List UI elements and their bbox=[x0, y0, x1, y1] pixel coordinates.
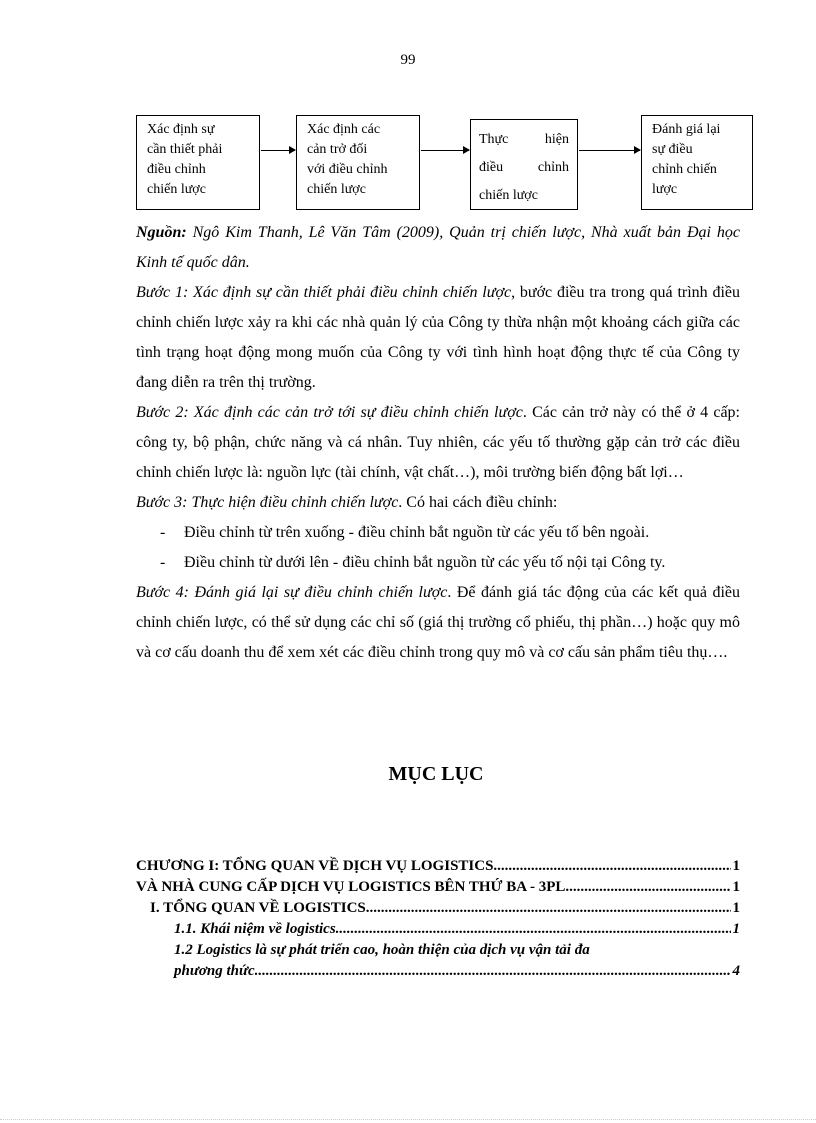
box-line: điều chỉnh bbox=[479, 160, 569, 175]
toc-entry-text: phương thức bbox=[174, 963, 255, 979]
diagram-box-step4 bbox=[641, 115, 753, 210]
flow-arrow bbox=[421, 150, 469, 151]
box-line: điều chỉnh bbox=[147, 162, 206, 177]
toc-leader bbox=[336, 919, 731, 940]
step-body: . Để đánh giá tác động của các kết quả điều chỉnh chiến lược, có thể sử dụng các chỉ số (giá thị trường cổ phiếu, thị phần…) hoặc quy mô và cơ cấu doanh thu để xem xét các điều chỉnh trong quy mô và cơ cấu sản phẩm tiêu thụ…. bbox=[136, 584, 740, 661]
box-line: chỉnh chiến bbox=[652, 162, 717, 177]
step-body: . Có hai cách điều chỉnh: bbox=[398, 494, 558, 511]
toc-leader bbox=[366, 898, 731, 919]
step-paragraph bbox=[136, 488, 740, 518]
box-line: chiến lược bbox=[307, 182, 366, 197]
box-line: cản trở đối bbox=[307, 142, 368, 157]
toc-leader bbox=[255, 961, 731, 982]
process-flow-diagram bbox=[0, 0, 816, 220]
adjustment-list bbox=[136, 518, 740, 578]
box-line: Đánh giá lại bbox=[652, 122, 721, 137]
box-line: lược bbox=[652, 182, 678, 197]
page-bottom-edge bbox=[0, 1119, 816, 1120]
toc-page: 4 bbox=[732, 963, 740, 979]
page-number: 99 bbox=[400, 52, 416, 68]
toc-entry-text: 1.1. Khái niệm về logistics bbox=[174, 921, 336, 937]
box-line: chiến lược bbox=[147, 182, 206, 197]
box-line: Xác định sự bbox=[147, 122, 215, 137]
flow-arrow bbox=[261, 150, 295, 151]
step-body: , bước điều tra trong quá trình điều chỉnh chiến lược xảy ra khi các nhà quản lý của Công ty thừa nhận một khoảng cách giữa các tình trạng hoạt động mong muốn của Công ty với tình hình hoạt động thực tế của Công ty đang diễn ra trên thị trường. bbox=[136, 284, 741, 391]
step-paragraph bbox=[136, 398, 740, 488]
box-line: với điều chỉnh bbox=[307, 162, 388, 177]
toc-entry-text: CHƯƠNG I: TỔNG QUAN VỀ DỊCH VỤ LOGISTICS bbox=[136, 858, 494, 874]
toc-entry[interactable] bbox=[136, 961, 740, 982]
toc-leader bbox=[493, 856, 730, 877]
step-paragraph bbox=[136, 278, 740, 398]
box-line: Xác định các bbox=[307, 122, 381, 137]
toc-entry-text: I. TỔNG QUAN VỀ LOGISTICS bbox=[150, 900, 366, 916]
source-text: Ngô Kim Thanh, Lê Văn Tâm (2009), Quản trị chiến lược, Nhà xuất bản Đại học Kinh tế quốc dân. bbox=[136, 224, 740, 271]
toc-page: 1 bbox=[732, 858, 740, 874]
toc-title: MỤC LỤC bbox=[388, 763, 484, 785]
list-item: - Điều chỉnh từ trên xuống - điều chỉnh bắt nguồn từ các yếu tố bên ngoài. bbox=[136, 518, 740, 548]
toc-page: 1 bbox=[732, 879, 740, 895]
toc-entry[interactable] bbox=[136, 856, 740, 877]
diagram-box-step3 bbox=[470, 119, 578, 210]
toc-entry-text: VÀ NHÀ CUNG CẤP DỊCH VỤ LOGISTICS BÊN THỨ BA - 3PL bbox=[136, 879, 566, 895]
toc-page: 1 bbox=[732, 921, 740, 937]
step-title: Bước 2: Xác định các cản trở tới sự điều chỉnh chiến lược bbox=[136, 404, 523, 421]
toc-leader bbox=[565, 877, 730, 898]
body-text bbox=[136, 218, 740, 668]
toc-entry[interactable] bbox=[136, 898, 740, 919]
toc-entry[interactable] bbox=[136, 877, 740, 898]
diagram-box-step2 bbox=[296, 115, 420, 210]
step-title: Bước 3: Thực hiện điều chỉnh chiến lược bbox=[136, 494, 399, 511]
toc-entry[interactable] bbox=[136, 919, 740, 940]
step-title: Bước 1: Xác định sự cần thiết phải điều chỉnh chiến lược bbox=[136, 284, 512, 301]
list-item: - Điều chỉnh từ dưới lên - điều chỉnh bắt nguồn từ các yếu tố nội tại Công ty. bbox=[136, 548, 740, 578]
step-paragraph bbox=[136, 578, 740, 668]
box-line: cần thiết phải bbox=[147, 142, 223, 157]
table-of-contents bbox=[136, 856, 740, 982]
source-label: Nguồn: bbox=[136, 224, 187, 241]
box-line: sự điều bbox=[652, 142, 693, 157]
toc-entry-line[interactable]: 1.2 Logistics là sự phát triển cao, hoàn thiện của dịch vụ vận tải đa bbox=[174, 942, 590, 958]
step-body: . Các cản trở này có thể ở 4 cấp: công ty, bộ phận, chức năng và cá nhân. Tuy nhiên, các yếu tố thường gặp cản trở các điều chỉnh chiến lược là: nguồn lực (tài chính, vật chất…), môi trường biến động bất lợi… bbox=[136, 404, 740, 481]
diagram-box-step1 bbox=[136, 115, 260, 210]
source-note bbox=[136, 218, 740, 278]
toc-page: 1 bbox=[732, 900, 740, 916]
box-line: Thực hiện bbox=[479, 132, 569, 147]
step-title: Bước 4: Đánh giá lại sự điều chỉnh chiến lược bbox=[136, 584, 448, 601]
box-line: chiến lược bbox=[479, 188, 538, 203]
flow-arrow bbox=[579, 150, 640, 151]
